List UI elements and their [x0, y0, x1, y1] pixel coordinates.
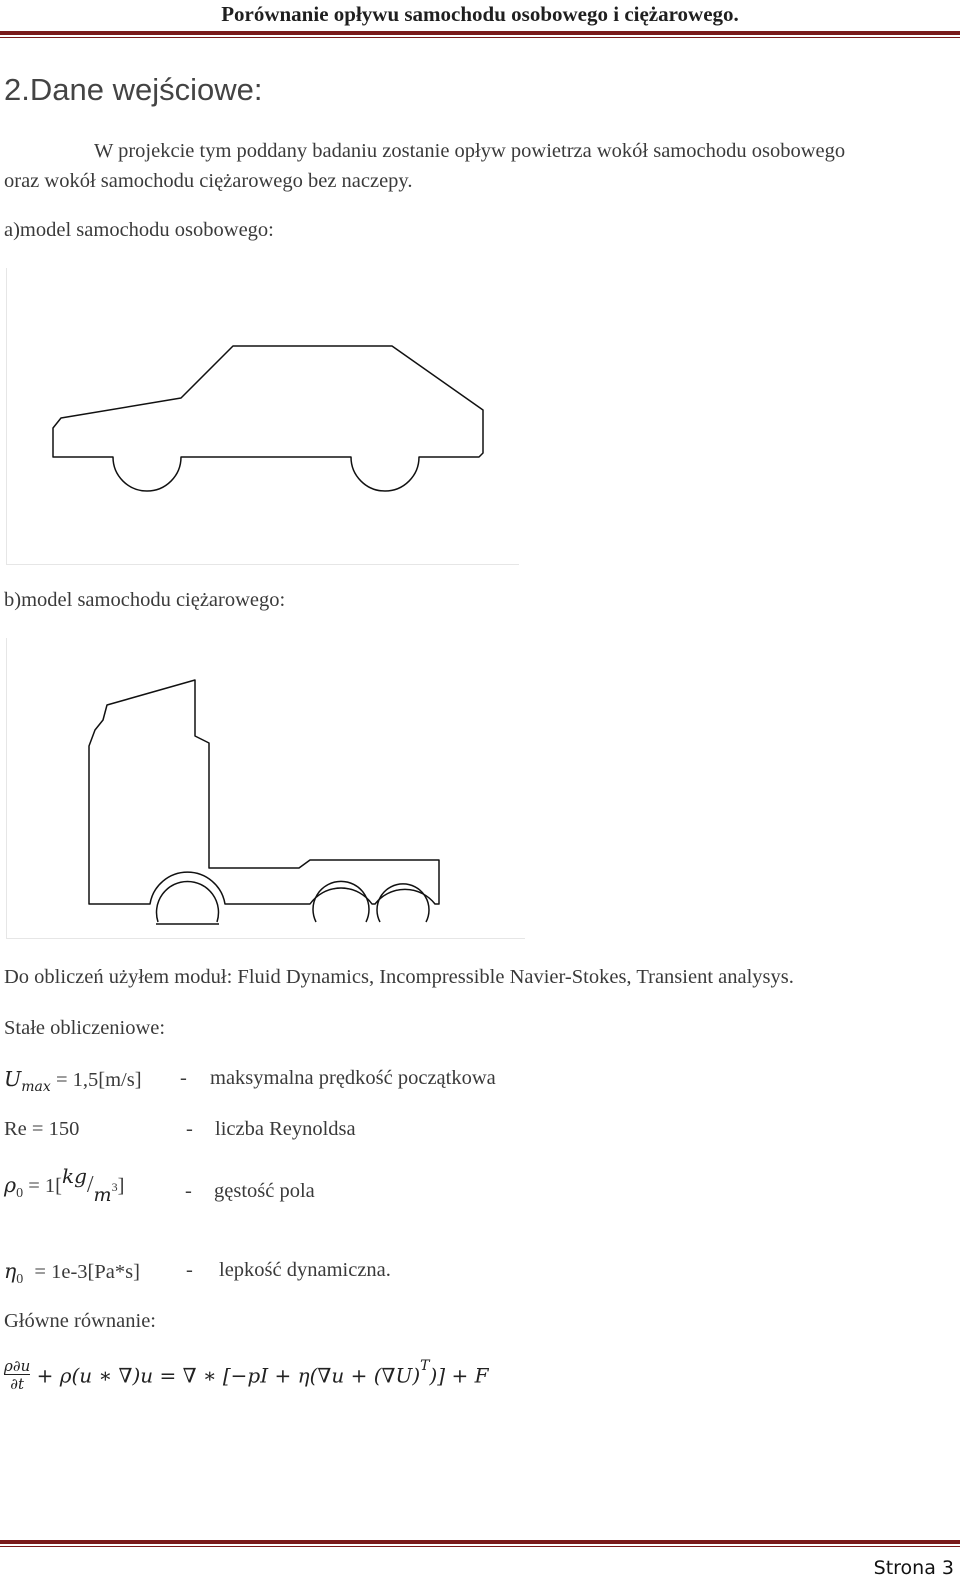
- fraction-numerator: ρ∂u: [4, 1357, 31, 1375]
- eta-dash: -: [186, 1259, 193, 1281]
- fraction-denominator: ∂t: [4, 1374, 30, 1393]
- eta-value: = 1e-3[Pa*s]: [34, 1261, 140, 1283]
- equation-fraction: [4, 1358, 30, 1393]
- umax-subscript: max: [21, 1079, 51, 1095]
- footer-rule: [0, 1540, 960, 1544]
- rho-subscript: 0: [16, 1186, 24, 1201]
- unit-slash: /: [86, 1172, 94, 1198]
- constants-label: Stałe obliczeniowe:: [4, 1017, 166, 1039]
- constant-eta: [4, 1259, 140, 1287]
- rho-unit-denominator-exp: 3: [111, 1180, 118, 1194]
- truck-outline-drawing: [7, 638, 525, 938]
- rho-unit-numerator: kg: [61, 1164, 87, 1188]
- page-number: Strona 3: [873, 1557, 954, 1579]
- eta-description: lepkość dynamiczna.: [219, 1259, 391, 1281]
- umax-symbol: U: [4, 1067, 22, 1091]
- umax-value: = 1,5[m/s]: [55, 1069, 142, 1091]
- constant-re: Re = 150: [4, 1118, 80, 1140]
- re-dash: -: [186, 1118, 193, 1140]
- rho-value-suffix: ]: [117, 1175, 125, 1197]
- header-rule: [0, 31, 960, 35]
- car-outline-drawing: [7, 268, 519, 564]
- header-rule-thin: [0, 37, 960, 38]
- umax-dash: -: [180, 1067, 187, 1089]
- eta-symbol: η: [4, 1259, 17, 1283]
- intro-line-2: oraz wokół samochodu ciężarowego bez naczepy.: [4, 170, 413, 192]
- model-a-label: a)model samochodu osobowego:: [4, 219, 274, 241]
- rho-description: gęstość pola: [214, 1180, 315, 1202]
- model-b-label: b)model samochodu ciężarowego:: [4, 589, 286, 611]
- car-model-figure: [6, 268, 519, 565]
- equation-tail: )] + F: [429, 1363, 489, 1388]
- rho-symbol: ρ: [4, 1173, 17, 1197]
- re-description: liczba Reynoldsa: [215, 1118, 356, 1140]
- section-heading: 2.Dane wejściowe:: [4, 72, 263, 107]
- rho-value-prefix: = 1[: [28, 1175, 62, 1197]
- rho-unit-denominator: m: [93, 1184, 112, 1206]
- navier-stokes-equation: [4, 1358, 488, 1393]
- equation-body: + ρ(u ∗ ∇)u = ∇ ∗ [−pI + η(∇u + (∇U): [36, 1363, 421, 1388]
- equation-label: Główne równanie:: [4, 1310, 156, 1332]
- constant-umax: [4, 1067, 142, 1095]
- document-header-title: Porównanie opływu samochodu osobowego i ciężarowego.: [221, 2, 739, 26]
- equation-transpose: T: [420, 1357, 430, 1374]
- constant-rho: [4, 1164, 125, 1206]
- intro-line-1: W projekcie tym poddany badaniu zostanie opływ powietrza wokół samochodu osobowego: [94, 140, 846, 162]
- module-text: Do obliczeń użyłem moduł: Fluid Dynamics, Incompressible Navier-Stokes, Transient analysys.: [4, 966, 794, 988]
- truck-model-figure: [6, 638, 525, 939]
- umax-description: maksymalna prędkość początkowa: [210, 1067, 496, 1089]
- footer-rule-thin: [0, 1546, 960, 1547]
- rho-dash: -: [185, 1180, 192, 1202]
- eta-subscript: 0: [16, 1272, 24, 1287]
